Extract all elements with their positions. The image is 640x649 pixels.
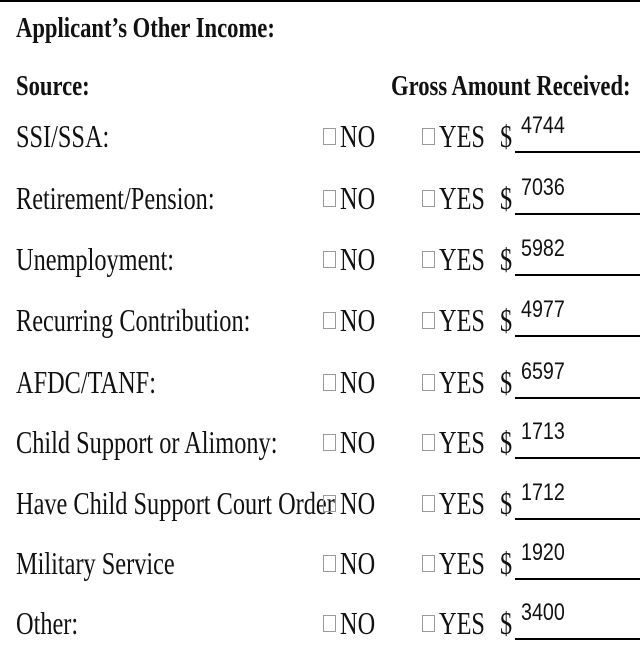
income-source-label: Child Support or Alimony: — [16, 424, 278, 460]
amount-underline — [515, 213, 640, 215]
currency-symbol: $ — [500, 180, 513, 216]
amount-underline — [515, 457, 640, 459]
currency-symbol: $ — [500, 118, 513, 154]
income-row — [0, 479, 640, 529]
income-source-label: Other: — [16, 605, 79, 641]
no-option-label: NO — [340, 485, 376, 521]
yes-option-label: YES — [439, 118, 485, 154]
no-option-label: NO — [340, 241, 376, 277]
no-checkbox[interactable] — [323, 615, 336, 632]
income-row — [0, 174, 640, 224]
no-checkbox[interactable] — [323, 190, 336, 207]
yes-checkbox[interactable] — [422, 128, 435, 145]
source-column-header: Source: — [16, 70, 90, 102]
no-option-label: NO — [340, 605, 376, 641]
income-source-label: SSI/SSA: — [16, 118, 110, 154]
yes-checkbox[interactable] — [422, 190, 435, 207]
yes-checkbox[interactable] — [422, 374, 435, 391]
amount-underline — [515, 274, 640, 276]
no-option-label: NO — [340, 302, 376, 338]
no-checkbox[interactable] — [323, 374, 336, 391]
amount-value[interactable]: 7036 — [521, 174, 565, 201]
no-option-label: NO — [340, 424, 376, 460]
income-row — [0, 235, 640, 285]
no-option-label: NO — [340, 545, 376, 581]
top-border — [0, 0, 640, 2]
yes-option-label: YES — [439, 364, 485, 400]
income-row — [0, 418, 640, 468]
income-source-label: Military Service — [16, 545, 175, 581]
currency-symbol: $ — [500, 364, 513, 400]
amount-value[interactable]: 1713 — [521, 418, 565, 445]
amount-underline — [515, 335, 640, 337]
amount-value[interactable]: 5982 — [521, 235, 565, 262]
currency-symbol: $ — [500, 302, 513, 338]
income-row — [0, 358, 640, 408]
income-source-label: Recurring Contribution: — [16, 302, 251, 338]
amount-underline — [515, 151, 640, 153]
currency-symbol: $ — [500, 424, 513, 460]
no-checkbox[interactable] — [323, 312, 336, 329]
income-row — [0, 112, 640, 162]
income-source-label: AFDC/TANF: — [16, 364, 156, 400]
yes-checkbox[interactable] — [422, 312, 435, 329]
no-checkbox[interactable] — [323, 495, 336, 512]
amount-value[interactable]: 4744 — [521, 112, 565, 139]
currency-symbol: $ — [500, 605, 513, 641]
no-option-label: NO — [340, 364, 376, 400]
amount-underline — [515, 578, 640, 580]
yes-checkbox[interactable] — [422, 251, 435, 268]
amount-value[interactable]: 4977 — [521, 296, 565, 323]
yes-checkbox[interactable] — [422, 434, 435, 451]
no-checkbox[interactable] — [323, 434, 336, 451]
yes-option-label: YES — [439, 241, 485, 277]
yes-checkbox[interactable] — [422, 555, 435, 572]
amount-underline — [515, 397, 640, 399]
yes-option-label: YES — [439, 545, 485, 581]
currency-symbol: $ — [500, 241, 513, 277]
yes-option-label: YES — [439, 485, 485, 521]
yes-option-label: YES — [439, 424, 485, 460]
income-source-label: Unemployment: — [16, 241, 175, 277]
yes-checkbox[interactable] — [422, 495, 435, 512]
no-checkbox[interactable] — [323, 555, 336, 572]
yes-option-label: YES — [439, 180, 485, 216]
amount-column-header: Gross Amount Received: — [391, 70, 631, 102]
no-checkbox[interactable] — [323, 128, 336, 145]
no-option-label: NO — [340, 180, 376, 216]
amount-value[interactable]: 3400 — [521, 599, 565, 626]
yes-option-label: YES — [439, 605, 485, 641]
amount-value[interactable]: 6597 — [521, 358, 565, 385]
no-checkbox[interactable] — [323, 251, 336, 268]
amount-value[interactable]: 1920 — [521, 539, 565, 566]
income-source-label: Retirement/Pension: — [16, 180, 215, 216]
currency-symbol: $ — [500, 485, 513, 521]
no-option-label: NO — [340, 118, 376, 154]
yes-checkbox[interactable] — [422, 615, 435, 632]
amount-value[interactable]: 1712 — [521, 479, 565, 506]
currency-symbol: $ — [500, 545, 513, 581]
income-row — [0, 599, 640, 649]
yes-option-label: YES — [439, 302, 485, 338]
income-source-label: Have Child Support Court Order — [16, 485, 335, 521]
income-row — [0, 296, 640, 346]
amount-underline — [515, 518, 640, 520]
section-title: Applicant’s Other Income: — [16, 12, 275, 44]
income-row — [0, 539, 640, 589]
